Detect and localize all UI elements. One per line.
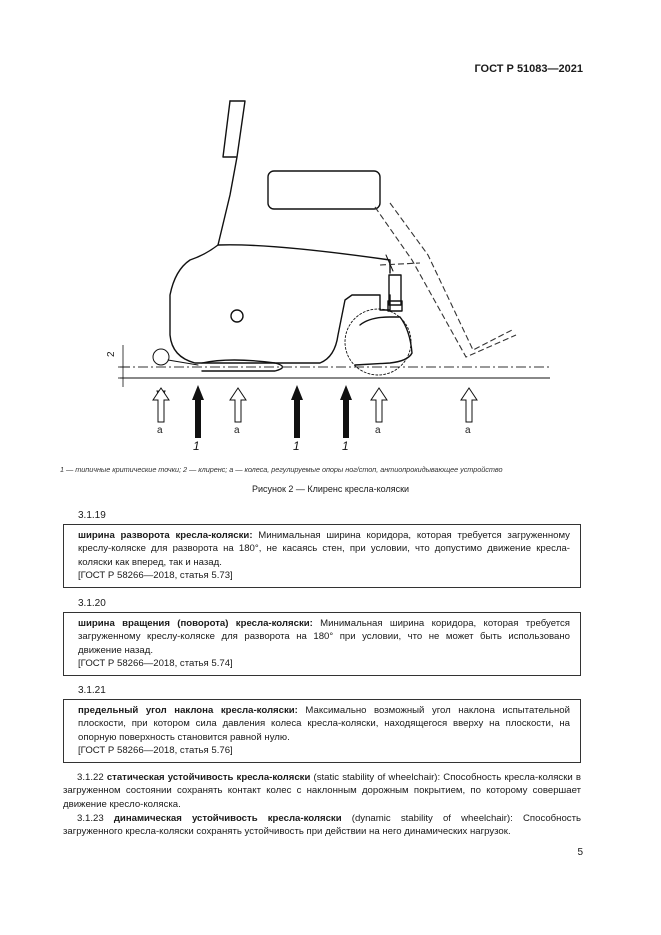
seat-top (218, 245, 390, 273)
armrest-pad (268, 171, 380, 209)
dimension-label-2: 2 (106, 351, 117, 357)
arrow-label-1-right: 1 (342, 439, 349, 453)
term-source: [ГОСТ Р 58266—2018, статья 5.74] (78, 658, 233, 670)
arrow-label-a-1: a (157, 425, 163, 436)
arrow-1-mid (291, 385, 303, 438)
caster-fork (355, 317, 412, 365)
term-box-3-1-20 (63, 612, 581, 676)
anti-tip-wheel (153, 349, 169, 365)
leg-support-dashed (375, 207, 516, 357)
paragraph-number: 3.1.23 (77, 813, 104, 824)
paragraph-english: (static stability of wheelchair) (310, 772, 438, 783)
term-title: предельный угол наклона кресла-коляски: (78, 705, 298, 716)
paragraph-term: статическая устойчивость кресла-коляски (106, 772, 311, 783)
term-number-3-1-19: 3.1.19 (78, 510, 106, 521)
term-number-3-1-20: 3.1.20 (78, 598, 106, 609)
arrow-1-left (192, 385, 204, 438)
term-box-3-1-21 (63, 699, 581, 763)
paragraph-3-1-23 (63, 812, 581, 839)
term-number-3-1-21: 3.1.21 (78, 685, 106, 696)
arrow-a-3 (371, 388, 387, 422)
paragraph-text: : Способность кресла-коляски в загруженном состоянии сохранять контакт колес с наклонным дорожным покрытием, по которому совершает движение кресло-коляска. (63, 772, 581, 810)
arrow-a-2 (230, 388, 246, 422)
term-text: Максимально возможный угол наклона испытательной плоскости, при котором сила давления колеса кресла-коляски, находящегося вверху на плоскости, на опорную поверхность становится равной нулю. (78, 705, 570, 743)
figure-legend: 1 — типичные критические точки; 2 — клиренс; a — колеса, регулируемые опоры ног/стоп, антиопрокидывающее устройство (60, 465, 503, 474)
axle (231, 310, 243, 322)
term-source: [ГОСТ Р 58266—2018, статья 5.76] (78, 745, 233, 757)
term-definition (78, 529, 570, 569)
arrow-a-1 (153, 388, 169, 422)
wheelchair-clearance-figure (90, 95, 560, 455)
term-title: ширина вращения (поворота) кресла-коляски: (78, 618, 313, 629)
backrest-frame (170, 101, 390, 363)
paragraph-3-1-22 (63, 771, 581, 811)
paragraph-number: 3.1.22 (77, 772, 104, 783)
base-plate (202, 360, 283, 371)
document-code: ГОСТ Р 51083—2021 (474, 63, 583, 75)
arrow-label-1-mid: 1 (293, 439, 300, 453)
paragraph-text: : Способность загруженного кресла-коляски сохранять устойчивость при действии на него динамических нагрузок. (63, 813, 581, 838)
term-text: Минимальная ширина коридора, которая требуется загруженному креслу-коляске для разворота на 180°, не касаясь стен, при условии, что допустимо движение кресла-коляски как вперед, так и назад. (78, 530, 570, 568)
arrow-label-a-4: a (465, 425, 471, 436)
figure-caption: Рисунок 2 — Клиренс кресла-коляски (251, 484, 410, 494)
term-text: Минимальная ширина коридора, которая требуется загруженному креслу-коляске для разворота на 180° при условии, что не может быть использовано движение назад. (78, 618, 570, 656)
arrow-1-right (340, 385, 352, 438)
term-title: ширина разворота кресла-коляски: (78, 530, 253, 541)
paragraph-term: динамическая устойчивость кресла-коляски (113, 813, 342, 824)
paragraph-english: (dynamic stability of wheelchair) (341, 813, 511, 824)
arrow-label-1-left: 1 (193, 439, 200, 453)
arrow-label-a-2: a (234, 425, 240, 436)
term-definition (78, 704, 570, 744)
arrow-label-a-3: a (375, 425, 381, 436)
term-source: [ГОСТ Р 58266—2018, статья 5.73] (78, 570, 233, 582)
term-definition (78, 617, 570, 657)
backrest-inner (223, 101, 236, 157)
page-number: 5 (577, 847, 583, 858)
arrow-a-4 (461, 388, 477, 422)
term-box-3-1-19 (63, 524, 581, 588)
